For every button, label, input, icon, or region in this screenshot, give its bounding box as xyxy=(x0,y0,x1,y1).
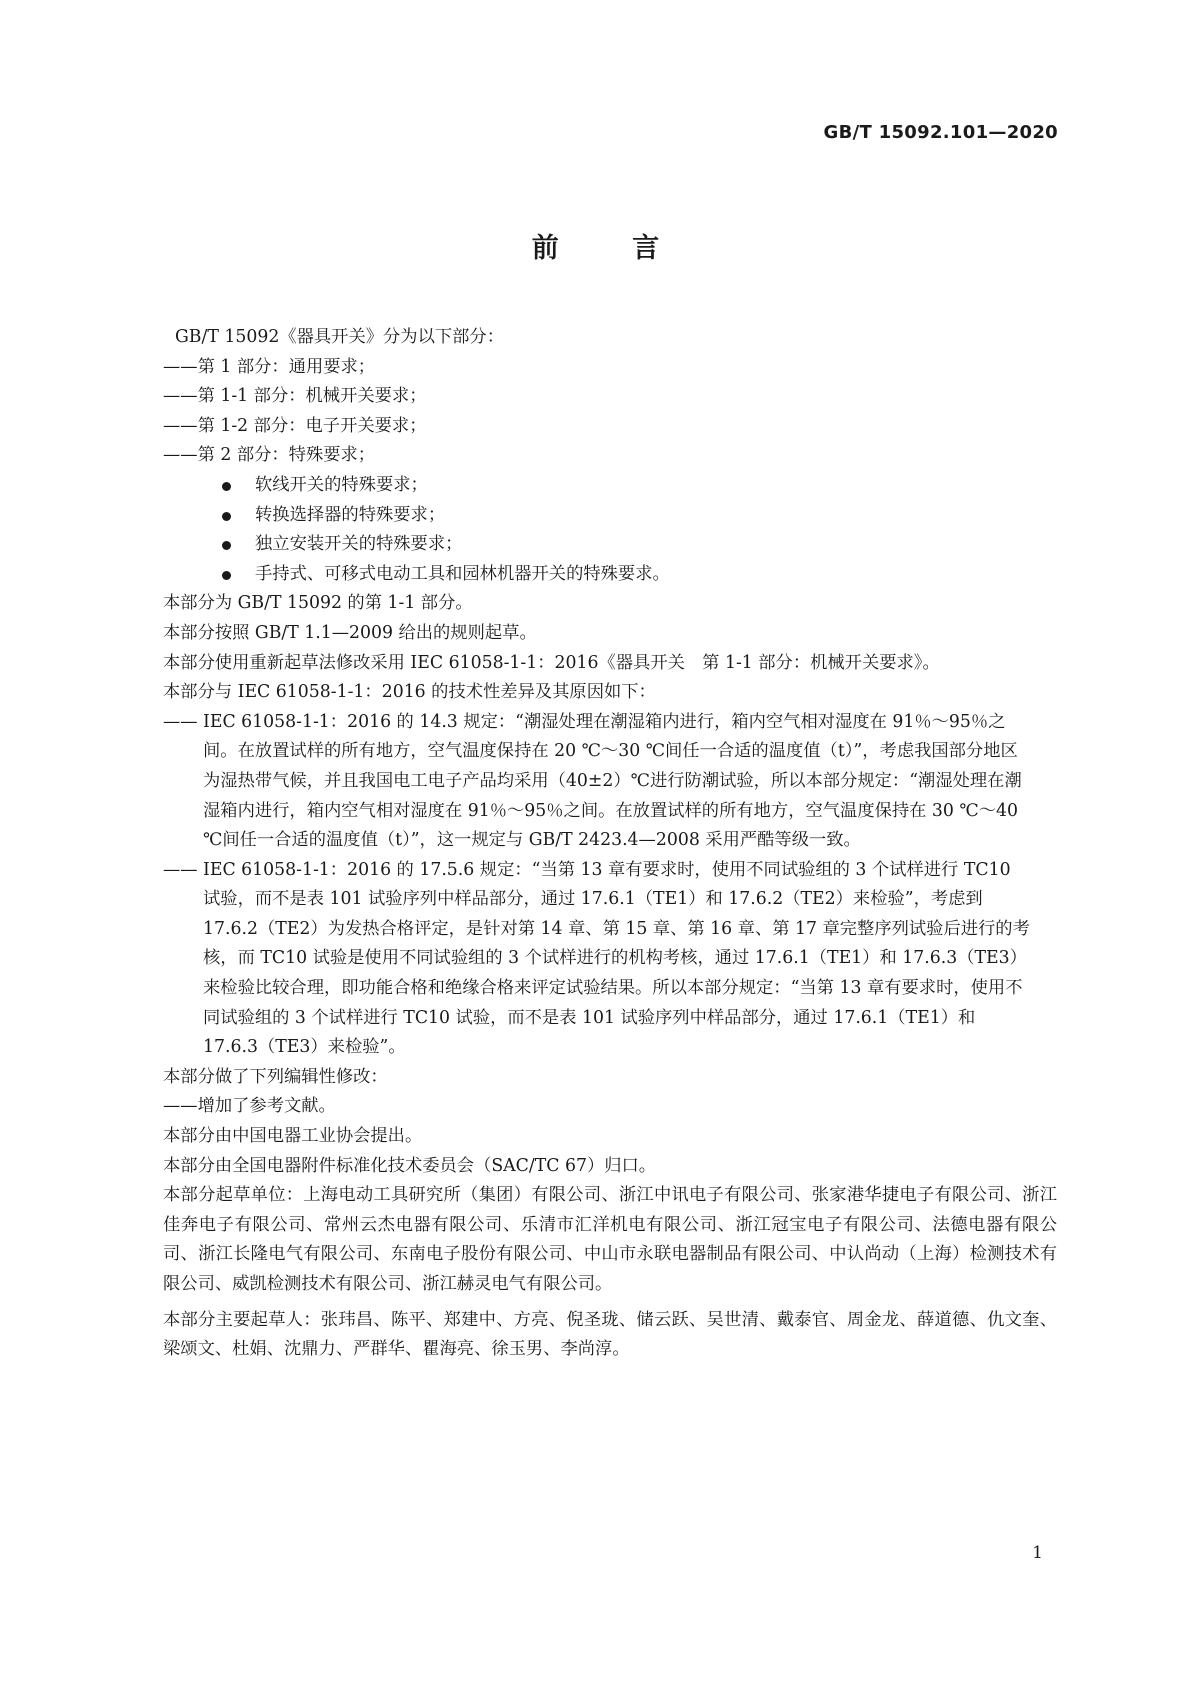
intro-paragraph: GB/T 15092《器具开关》分为以下部分： xyxy=(175,327,504,347)
drafting-units-paragraph xyxy=(163,1181,1057,1299)
bullet-item xyxy=(175,560,1057,590)
part-item: ——第 2 部分：特殊要求； xyxy=(163,445,376,466)
bullet-text: 软线开关的特殊要求； xyxy=(255,474,428,495)
standard-number: GB/T 15092.101—2020 xyxy=(823,122,1058,143)
difference-item xyxy=(163,708,1031,856)
difference-text: IEC 61058-1-1：2016 的 14.3 规定：“潮湿处理在潮湿箱内进行，箱内空气相对湿度在 91％～95％之间。在放置试样的所有地方，空气温度保持在 20 ℃～30 ℃间任一合适的温度值（t）”，考虑我国部分地区为湿热带气候，并且我国电工电子产品均采用（40±2）℃进行防潮试验，所以本部分规定：“潮湿处理在潮湿箱内进行，箱内空气相对湿度在 91％～95％之间。在放置试样的所有地方，空气温度保持在 30 ℃～40 ℃间任一合适的温度值（t）”，这一规定与 GB/T 2423.4—2008 采用严酷等级一致。 xyxy=(203,711,1022,851)
editorial-item: ——增加了参考文献。 xyxy=(163,1096,336,1117)
part-item: ——第 1 部分：通用要求； xyxy=(163,356,376,377)
bullet-text: 手持式、可移式电动工具和园林机器开关的特殊要求。 xyxy=(255,563,670,584)
difference-text: IEC 61058-1-1：2016 的 17.5.6 规定：“当第 13 章有要求时，使用不同试验组的 3 个试样进行 TC10 试验，而不是表 101 试验序列中样品部分，通过 17.6.1（TE1）和 17.6.2（TE2）来检验”，考虑到 17.6.2（TE2）为发热合格评定，是针对第 14 章、第 15 章、第 16 章、第 17 章完整序列试验后进行的考核，而 TC10 试验是使用不同试验组的 3 个试样进行的机构考核，通过 17.6.1（TE1）和 17.6.3（TE3）来检验比较合理，即功能合格和绝缘合格来评定试验结果。所以本部分规定：“当第 13 章有要求时，使用不同试验组的 3 个试样进行 TC10 试验，而不是表 101 试验序列中样品部分，通过 17.6.1（TE1）和 17.6.3（TE3）来检验”。 xyxy=(203,859,1030,1058)
bullet-dot-icon xyxy=(222,571,231,580)
document-body xyxy=(163,323,1057,1365)
proposer-statement: 本部分由中国电器工业协会提出。 xyxy=(163,1126,423,1147)
bullet-dot-icon xyxy=(222,482,231,491)
bullet-item xyxy=(175,471,1057,501)
dash-marker: —— xyxy=(163,859,198,880)
difference-item xyxy=(163,856,1031,1063)
bullet-text: 独立安装开关的特殊要求； xyxy=(255,534,463,555)
drafters-text: 本部分主要起草人：张玮昌、陈平、郑建中、方亮、倪圣珑、储云跃、吴世清、戴泰官、周金龙、薛道德、仇文奎、梁颂文、杜娟、沈鼎力、严群华、瞿海亮、徐玉男、李尚淳。 xyxy=(163,1309,1057,1360)
part-item: ——第 1-1 部分：机械开关要求； xyxy=(163,386,427,407)
bullet-text: 转换选择器的特殊要求； xyxy=(255,504,446,525)
part-item: ——第 1-2 部分：电子开关要求； xyxy=(163,415,427,436)
statement: 本部分使用重新起草法修改采用 IEC 61058-1-1：2016《器具开关 第 1-1 部分：机械开关要求》。 xyxy=(163,652,940,673)
bullet-item xyxy=(175,530,1057,560)
drafting-units-text: 本部分起草单位：上海电动工具研究所（集团）有限公司、浙江中讯电子有限公司、张家港华捷电子有限公司、浙江佳奔电子有限公司、常州云杰电器有限公司、乐清市汇洋机电有限公司、浙江冠宝电子有限公司、法德电器有限公司、浙江长隆电气有限公司、东南电子股份有限公司、中山市永联电器制品有限公司、中认尚动（上海）检测技术有限公司、威凯检测技术有限公司、浙江赫灵电气有限公司。 xyxy=(163,1185,1057,1294)
statement: 本部分为 GB/T 15092 的第 1-1 部分。 xyxy=(163,593,473,614)
page-title: 前 言 xyxy=(531,233,692,264)
statement: 本部分按照 GB/T 1.1—2009 给出的规则起草。 xyxy=(163,622,537,643)
statement: 本部分与 IEC 61058-1-1：2016 的技术性差异及其原因如下： xyxy=(163,682,656,703)
page-number: 1 xyxy=(1032,1543,1043,1563)
editorial-intro: 本部分做了下列编辑性修改： xyxy=(163,1066,388,1087)
bullet-item xyxy=(175,501,1057,531)
dash-marker: —— xyxy=(163,711,198,732)
bullet-dot-icon xyxy=(222,541,231,550)
centralized-statement: 本部分由全国电器附件标准化技术委员会（SAC/TC 67）归口。 xyxy=(163,1155,657,1176)
drafters-paragraph xyxy=(163,1306,1057,1365)
bullet-dot-icon xyxy=(222,512,231,521)
